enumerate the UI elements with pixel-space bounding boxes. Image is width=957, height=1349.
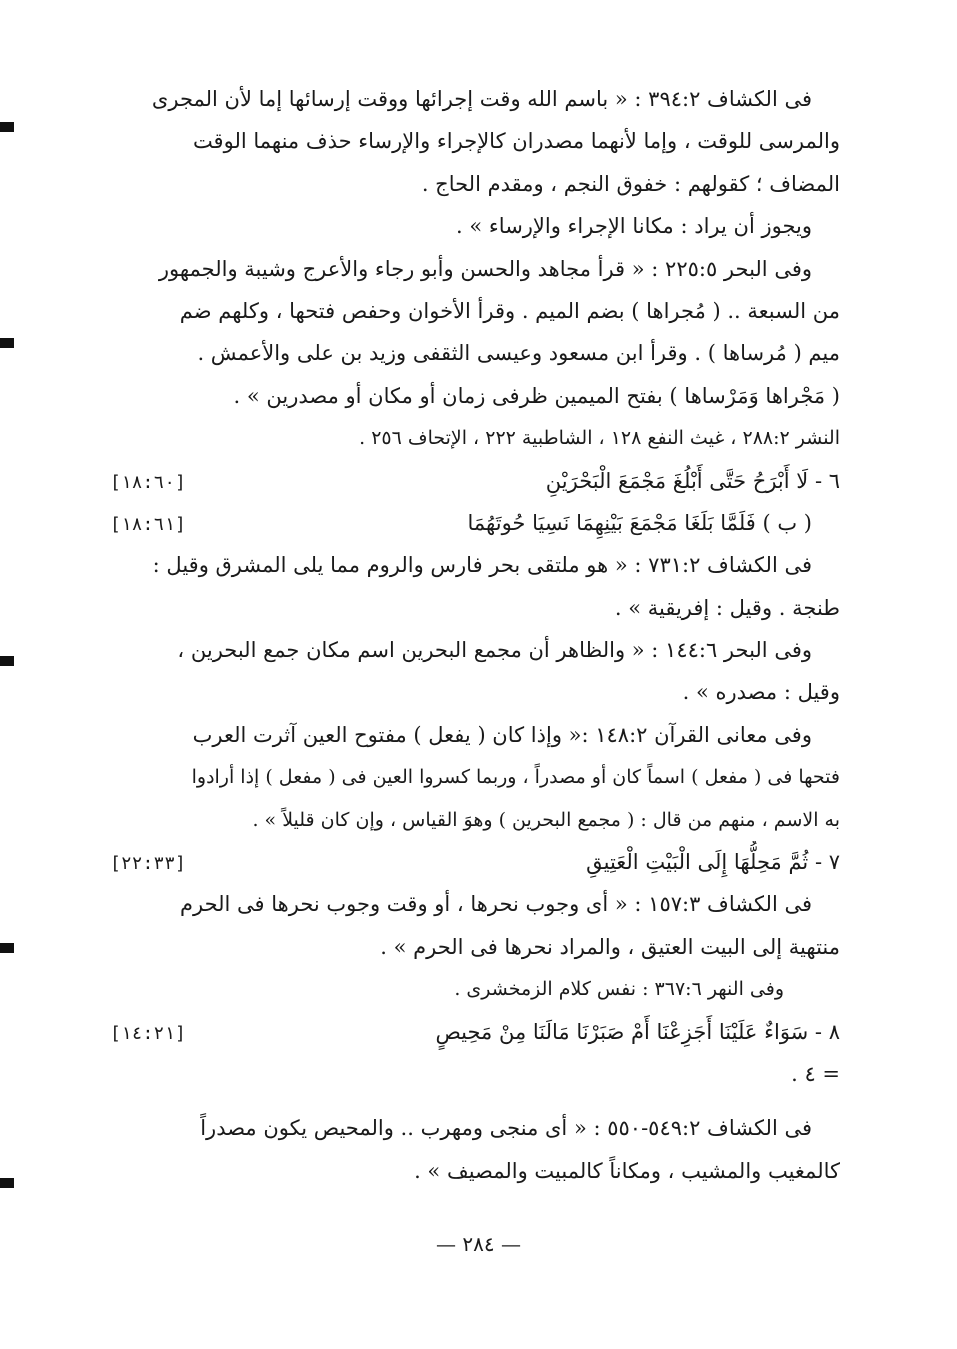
verse-6b (110, 502, 840, 544)
text-line: وفى البحر ٢٢٥:٥ : « قرأ مجاهد والحسن وأبو رجاء والأعرج وشيبة والجمهور (158, 256, 812, 281)
text-line: والمرسى للوقت ، وإما لأنهما مصدران كالإجراء والإرساء حذف منهما الوقت (192, 129, 840, 154)
text-line: به الاسم ، منهم من قال : ( مجمع البحرين ) وهوَ القياس ، وإن كان قليلاً » . (252, 808, 840, 831)
text-line: طنجة . وقيل : إفريقية » . (614, 595, 840, 620)
text-line: ويجوز أن يراد : مكانا الإجراء والإرساء » . (456, 214, 812, 239)
text-line: فى الكشاف ٣٩٤:٢ : « باسم الله وقت إجرائها ووقت إرسائها إما لأن المجرى (151, 87, 812, 111)
source-line: النشر ٢٨٨:٢ ، غيث النفع ١٢٨ ، الشاطبية ٢٢٢ ، الإتحاف ٢٥٦ . (359, 427, 840, 450)
text-line: وفى النهر ٣٦٧:٦ : نفس كلام الزمخشرى . (454, 978, 784, 1001)
page-number: — ٢٨٤ — (436, 1232, 521, 1256)
verse-text: ( ب ) فَلَمَّا بَلَغَا مَجْمَعَ بَيْنِهِمَا نَسِيَا حُوتَهُمَا (467, 510, 812, 535)
text-line: وفى معانى القرآن ١٤٨:٢ :« وإذا كان ( يفعل ) مفتوح العين آثرت العرب (192, 722, 812, 747)
verse-text: ٨ - سَوَاءٌ عَلَيْنَا أَجَزِعْنَا أَمْ صَبَرْنَا مَالَنَا مِنْ مَحِيصٍ (435, 1019, 840, 1044)
verse-7 (110, 841, 840, 883)
text-line: المضاف ؛ كقولهم : خفوق النجم ، ومقدم الحاج . (421, 171, 840, 196)
text-line: فى الكشاف ١٥٧:٣ : « أى وجوب نحرها ، أو وقت وجوب نحرها فى الحرم (179, 892, 812, 917)
verse-reference: [١٨:٦٠] (110, 471, 186, 493)
text-line: كالمغيب والمشيب ، ومكاناً كالمبيت والمصيف » . (414, 1158, 840, 1183)
verse-text: ٧ - ثُمَّ مَحِلُّهَا إِلَى الْبَيْتِ الْعَتِيقِ (586, 850, 840, 875)
text-line: ميم ( مُرساها ) . وقرأ ابن مسعود وعيسى الثقفى وزيد بن على والأعمش . (197, 341, 840, 366)
verse-6 (110, 460, 840, 502)
binding-mark (0, 338, 14, 348)
binding-mark (0, 122, 14, 132)
binding-mark (0, 943, 14, 953)
verse-reference: [١٤:٢١] (110, 1022, 186, 1044)
text-line: ( مَجْراها وَمَرْساها ) بفتح الميمين ظرفى زمان أو مكان أو مصدرين » . (233, 383, 840, 408)
text-line: منتهية إلى البيت العتيق ، والمراد نحرها فى الحرم » . (380, 934, 840, 959)
text-line: فتحها فى ( مفعل ) اسماً كان أو مصدراً ، وربما كسروا العين فى ( مفعل ) إذا أرادوا (191, 766, 840, 789)
text-line: من السبعة .. ( مُجراها ) بضم الميم . وقرأ الأخوان وحفص فتحها ، وكلهم ضم (179, 298, 840, 323)
page-body (110, 78, 840, 1192)
text-line: فى الكشاف ٥٤٩:٢-٥٥٠ : « أى منجى ومهرب .. والمحيص يكون مصدراً (200, 1116, 812, 1141)
text-line: فى الكشاف ٧٣١:٢ : « هو ملتقى بحر فارس والروم مما يلى المشرق وقيل : (152, 553, 812, 578)
text-line: وقيل : مصدره » . (682, 680, 840, 705)
verse-reference: [١٨:٦١] (110, 513, 186, 535)
text-line: وفى البحر ١٤٤:٦ : « والظاهر أن مجمع البحرين اسم مكان جمع البحرين ، (177, 638, 812, 663)
verse-reference: [٢٢:٣٣] (110, 853, 186, 875)
verse-8 (110, 1011, 840, 1053)
binding-mark (0, 1178, 14, 1188)
binding-mark (0, 656, 14, 666)
verse-text: ٦ - لَا أَبْرَحُ حَتَّى أَبْلُغَ مَجْمَعَ الْبَحْرَيْنِ (545, 468, 840, 493)
verse-continuation: = ٤ . (791, 1061, 840, 1086)
